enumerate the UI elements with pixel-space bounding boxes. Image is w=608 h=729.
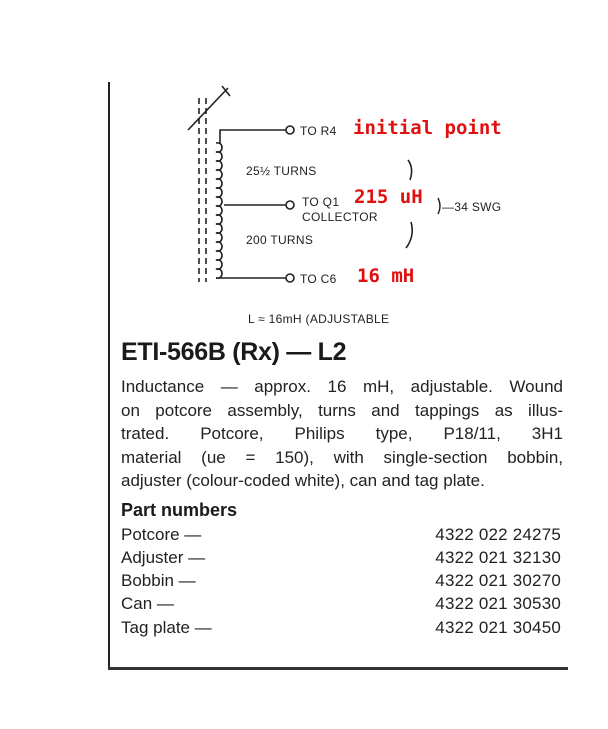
adjuster-arrow-head [222,86,230,96]
coil-diagram [0,0,608,340]
annotation-tap-inductance: 215 uH [354,186,423,208]
lead-r4 [220,130,286,143]
bracket-upper [408,160,412,180]
description-line: trated. Potcore, Philips type, P18/11, 3H1 [121,424,563,443]
description-line: material (ue = 150), with single-section bobbin, [121,447,563,467]
label-to-r4: TO R4 [300,124,337,138]
part-number: 4322 021 30450 [435,618,561,637]
part-numbers-heading: Part numbers [121,500,238,520]
adjuster-arrow [188,88,228,130]
label-to-q1: TO Q1 [302,195,340,209]
part-row [121,594,561,618]
part-name: Adjuster — [121,548,206,567]
page-bottom-border [108,667,568,670]
part-number: 4322 021 32130 [435,548,561,567]
label-collector: COLLECTOR [302,210,378,224]
part-name: Tag plate — [121,618,212,637]
description-line: on potcore assembly, turns and tappings as illus- [121,400,563,420]
label-swg: —34 SWG [442,200,502,214]
terminal-q1 [286,201,294,209]
description [121,375,563,493]
annotation-total-inductance: 16 mH [357,265,415,287]
part-row [121,618,561,642]
bracket-mid [438,198,440,214]
part-number: 4322 022 24275 [435,525,561,544]
terminal-r4 [286,126,294,134]
coil-winding [216,143,222,278]
terminal-c6 [286,274,294,282]
part-name: Bobbin — [121,571,196,590]
annotation-initial-point: initial point [353,117,502,139]
part-name: Can — [121,594,174,613]
part-row [121,525,561,549]
inductance-note: L ≈ 16mH (ADJUSTABLE [248,312,390,326]
part-number: 4322 021 30530 [435,594,561,613]
part-number: 4322 021 30270 [435,571,561,590]
component-title: ETI-566B (Rx) — L2 [121,338,347,366]
description-line: adjuster (colour-coded white), can and tag plate. [121,471,485,490]
part-row [121,571,561,595]
bracket-lower [406,222,412,248]
part-name: Potcore — [121,525,202,544]
part-row [121,548,561,572]
label-25-turns: 25½ TURNS [246,164,317,178]
label-200-turns: 200 TURNS [246,233,314,247]
label-to-c6: TO C6 [300,272,337,286]
description-line: Inductance — approx. 16 mH, adjustable. Wound [121,377,563,396]
